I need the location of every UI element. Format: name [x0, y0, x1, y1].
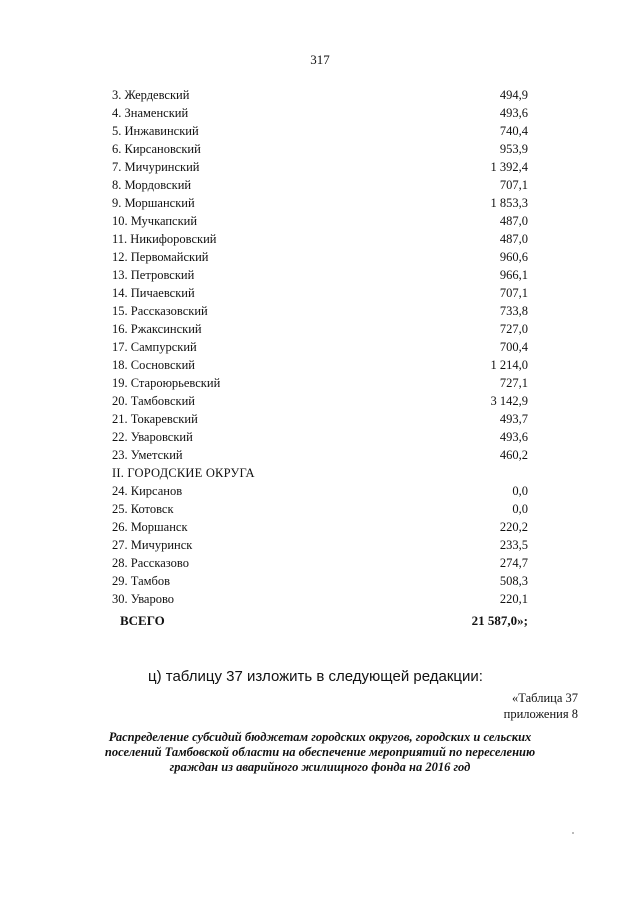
row-value: 494,9	[499, 88, 528, 102]
row-value: 707,1	[499, 178, 528, 192]
table-row	[112, 230, 528, 248]
row-name: 8. Мордовский	[112, 178, 192, 192]
row-value: 966,1	[499, 268, 528, 282]
row-name: 18. Сосновский	[112, 358, 195, 372]
row-value: 233,5	[499, 538, 528, 552]
row-value: 493,7	[499, 412, 528, 426]
scan-speck	[572, 832, 574, 834]
row-value: 460,2	[499, 448, 528, 462]
row-value: 727,1	[499, 376, 528, 390]
table-row	[112, 104, 528, 122]
section-title	[112, 464, 528, 482]
row-value: 508,3	[499, 574, 528, 588]
row-name: 23. Уметский	[112, 448, 183, 462]
table-row	[112, 392, 528, 410]
row-name: 4. Знаменский	[112, 106, 189, 120]
table-row	[112, 338, 528, 356]
row-name: 11. Никифоровский	[112, 232, 217, 246]
row-name: 5. Инжавинский	[112, 124, 199, 138]
row-value: 493,6	[499, 430, 528, 444]
row-name: 3. Жердевский	[112, 88, 190, 102]
table-row	[112, 482, 528, 500]
total-row	[112, 612, 528, 630]
row-value: 1 392,4	[490, 160, 528, 174]
row-name: 6. Кирсановский	[112, 142, 201, 156]
total-value: 21 587,0»;	[471, 613, 528, 628]
total-label: ВСЕГО	[120, 613, 165, 628]
row-name: 28. Рассказово	[112, 556, 189, 570]
row-value: 274,7	[499, 556, 528, 570]
row-value: 733,8	[499, 304, 528, 318]
table-heading: Распределение субсидий бюджетам городских округов, городских и сельских поселений Тамбовской области на обеспечение мероприятий по переселению граждан из аварийного жилищного фонда на 2016 год	[104, 730, 536, 774]
row-name: 21. Токаревский	[112, 412, 198, 426]
table-row	[112, 446, 528, 464]
table-row	[112, 554, 528, 572]
instruction-text: ц) таблицу 37 изложить в следующей редакции:	[148, 668, 483, 685]
page-number: 317	[310, 52, 330, 67]
row-value: 220,1	[499, 592, 528, 606]
row-value: 727,0	[499, 322, 528, 336]
table-row	[112, 248, 528, 266]
section-title-label: II. ГОРОДСКИЕ ОКРУГА	[112, 466, 255, 480]
row-name: 29. Тамбов	[112, 574, 171, 588]
row-name: 25. Котовск	[112, 502, 174, 516]
table-row	[112, 302, 528, 320]
table-row	[112, 212, 528, 230]
table-row	[112, 140, 528, 158]
row-name: 14. Пичаевский	[112, 286, 195, 300]
table-row	[112, 194, 528, 212]
row-value: 487,0	[499, 232, 528, 246]
row-name: 7. Мичуринский	[112, 160, 200, 174]
row-name: 19. Староюрьевский	[112, 376, 221, 390]
row-value: 707,1	[499, 286, 528, 300]
table-row	[112, 158, 528, 176]
row-name: 10. Мучкапский	[112, 214, 198, 228]
row-value: 3 142,9	[490, 394, 528, 408]
table-row	[112, 590, 528, 608]
row-value: 700,4	[499, 340, 528, 354]
row-name: 15. Рассказовский	[112, 304, 208, 318]
row-value: 953,9	[499, 142, 528, 156]
row-name: 20. Тамбовский	[112, 394, 195, 408]
row-name: 22. Уваровский	[112, 430, 193, 444]
row-value: 0,0	[512, 502, 528, 516]
table-row	[112, 176, 528, 194]
row-name: 17. Сампурский	[112, 340, 197, 354]
table-ref-line2: приложения 8	[503, 707, 578, 721]
table-row	[112, 374, 528, 392]
row-name: 27. Мичуринск	[112, 538, 193, 552]
row-name: 24. Кирсанов	[112, 484, 183, 498]
subsidy-table	[112, 86, 528, 630]
table-ref-line1: «Таблица 37	[512, 691, 578, 705]
city-rows	[112, 482, 528, 608]
row-name: 13. Петровский	[112, 268, 195, 282]
table-row	[112, 356, 528, 374]
row-name: 30. Уварово	[112, 592, 175, 606]
row-name: 26. Моршанск	[112, 520, 188, 534]
table-row	[112, 572, 528, 590]
row-value: 220,2	[499, 520, 528, 534]
table-row	[112, 500, 528, 518]
district-rows	[112, 86, 528, 464]
table-row	[112, 410, 528, 428]
row-name: 12. Первомайский	[112, 250, 209, 264]
table-row	[112, 266, 528, 284]
table-row	[112, 536, 528, 554]
table-row	[112, 86, 528, 104]
row-value: 1 853,3	[490, 196, 528, 210]
table-reference	[504, 690, 578, 722]
row-value: 493,6	[499, 106, 528, 120]
table-row	[112, 284, 528, 302]
table-row	[112, 518, 528, 536]
table-row	[112, 122, 528, 140]
row-value: 487,0	[499, 214, 528, 228]
row-value: 1 214,0	[490, 358, 528, 372]
row-value: 960,6	[499, 250, 528, 264]
row-value: 740,4	[499, 124, 528, 138]
row-name: 16. Ржаксинский	[112, 322, 202, 336]
table-row	[112, 320, 528, 338]
row-name: 9. Моршанский	[112, 196, 195, 210]
row-value: 0,0	[512, 484, 528, 498]
table-row	[112, 428, 528, 446]
